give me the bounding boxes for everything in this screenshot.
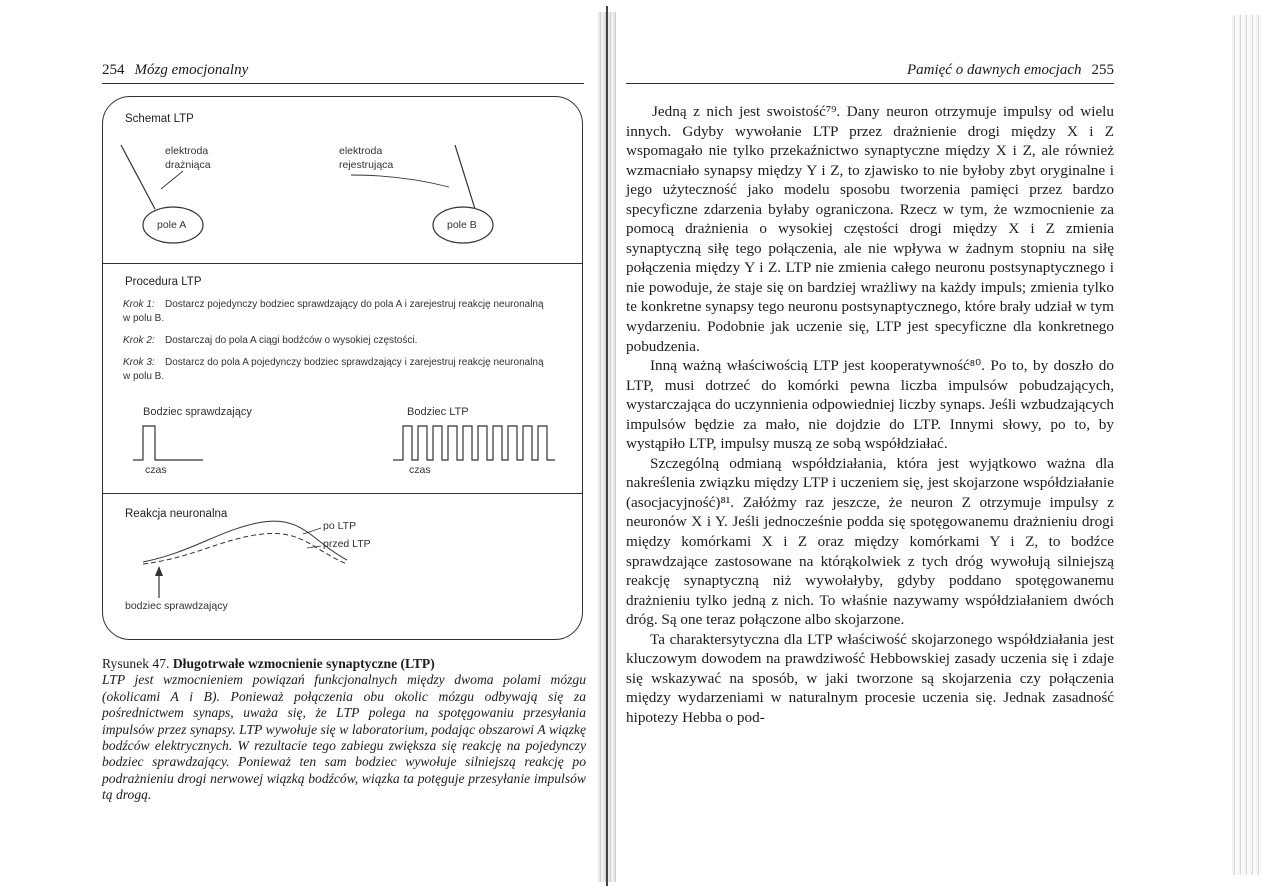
- page-edge-shadow: [1232, 15, 1262, 875]
- after-ltp-label: po LTP: [323, 520, 357, 532]
- paragraph-2: Inną ważną właściwością LTP jest kooperatywność⁸⁰. Po to, by doszło do LTP, musi dotrzeć do komórki pewna liczba impulsów pobudzających, wystarczająca do uczynnienia odpowiedniej liczby synaps. Jeśli wzbudzających impulsów będzie za mało, nie dojdzie do LTP. Innymi słowy, po to, by wystąpiło LTP, impulsy muszą ze sobą współdziałać.: [626, 357, 1114, 453]
- procedure-title: Procedura LTP: [125, 276, 202, 288]
- stimulus-test-label: Bodziec sprawdzający: [143, 406, 252, 418]
- response-diagram: [103, 494, 583, 640]
- response-title: Reakcja neuronalna: [125, 508, 228, 520]
- running-head-left: [102, 62, 584, 79]
- test-stimulus-arrowhead: [155, 566, 163, 576]
- field-b-label: pole B: [447, 219, 477, 231]
- step-2-text: Dostarczaj do pola A ciągi bodźców o wysokiej częstości.: [165, 335, 418, 346]
- step-1-text: Dostarcz pojedynczy bodziec sprawdzający do pola A i zarejestruj reakcję neuronalną w polu B.: [123, 299, 544, 324]
- time-label-1: czas: [145, 464, 167, 476]
- before-ltp-curve: [143, 533, 347, 564]
- running-title-right: Pamięć o dawnych emocjach: [906, 62, 1082, 78]
- gutter-fold-line: [606, 6, 608, 886]
- schema-title: Schemat LTP: [125, 113, 194, 125]
- after-ltp-curve: [143, 521, 347, 562]
- test-stimulus-pulse: [133, 426, 203, 460]
- rec-electrode-pointer: [351, 175, 449, 187]
- page-number-left: 254: [102, 62, 125, 78]
- head-rule-right: [626, 83, 1114, 84]
- paragraph-4: Ta charaktersytyczna dla LTP właściwość skojarzonego współdziałania jest kluczowym dowodem na prawdziwość Hebbowskiej zasady uczenia się i zdaje się wskazywać na sposób, w jaki tworzone są skojarzenia czy połączenia między wydarzeniami w naturalnym procesie uczenia się. Jednak zasadność hipotezy Hebba o pod-: [626, 630, 1114, 726]
- page-number-right: 255: [1091, 62, 1114, 78]
- stim-electrode-line: [121, 145, 155, 209]
- time-label-2: czas: [409, 464, 431, 476]
- response-section: [103, 493, 582, 640]
- stim-electrode-pointer: [161, 171, 183, 189]
- electrode-stim-label-1: elektroda: [165, 145, 209, 157]
- electrode-rec-label-1: elektroda: [339, 145, 383, 157]
- step-1-label: Krok 1:: [123, 299, 155, 310]
- caption-title: Długotrwałe wzmocnienie synaptyczne (LTP): [172, 656, 435, 671]
- stimulus-ltp-label: Bodziec LTP: [407, 406, 469, 418]
- paragraph-1: Jedną z nich jest swoistość⁷⁹. Dany neuron otrzymuje impulsy od wielu innych. Gdyby wywołanie LTP przez drażnienie drogi między X i Z wspomagało nie tylko przekaźnictwo synaptyczne między X i Z, ale również wzmacniało synapsy między Y i Z, to zjawisko to nie byłoby zbyt oryginalne i jego użyteczność jako modelu sposobu tworzenia pamięci przez bardzo specyficzne zdarzenia byłaby ograniczona. Rzecz w tym, że wzmocnienie za pomocą drażnienia o wysokiej częstości drogi między X i Z zmienia synaptyczną siłę tego połączenia, ale nie wpływa w żadnym stopniu na siłę połączenia między Y i Z. LTP nie zmienia całego neuronu postsynaptycznego i nie powoduje, że staje się on bardziej wrażliwy na każdy impuls; zmienia tylko te konkretne synapsy tego neuronu postsynaptycznego, które brały udział w tym wydarzeniu. Podobnie jak uczenie się, LTP jest specyficzne dla konkretnego pobudzenia.: [626, 103, 1114, 355]
- procedure-section: [103, 263, 582, 493]
- paragraph-3: Szczególną odmianą współdziałania, która jest wyjątkowo ważna dla nakreślenia związku między LTP i uczeniem się, jest skojarzone współdziałanie (asocjacyjność)⁸¹. Załóżmy raz jeszcze, że neuron Z otrzymuje impulsy z neuronów X i Y. Jeśli jednocześnie podda się spotęgowanemu drażnieniu drogi między komórkami X i Z oraz między komórkami Y i Z, to bodźce sprawdzające zastosowane na którąkolwiek z tych dróg wywołują silniejszą reakcję synaptyczną niż wywołałyby, gdyby poddano spotęgowanemu drażnieniu tylko jedną z nich. To właśnie nazywamy współdziałaniem dwóch dróg. Są one teraz połączone albo skojarzone.: [626, 454, 1114, 629]
- ltp-figure: [102, 96, 583, 640]
- electrode-stim-label-2: drażniąca: [165, 159, 211, 171]
- caption-body: LTP jest wzmocnieniem powiązań funkcjonalnych między dwoma polami mózgu (okolicami A i B). Ponieważ połączenia obu okolic mózgu odbywają się za pośrednictwem synaps, uważa się, że LTP polega na spotęgowaniu przesyłania impulsów przez synapsy. LTP wywołuje się w laboratorium, podając obszarowi A wiązkę bodźców elektrycznych. W rezultacie tego zabiegu zwiększa się reakcję na pojedynczy bodziec sprawdzający. Ponieważ ten sam bodziec wywołuje silniejszą reakcję po podrażnieniu drogi nerwowej wiązką bodźców, wiązka ta potęguje przesyłanie impulsów tą drogą.: [102, 672, 586, 803]
- stimulus-diagram: [103, 264, 583, 494]
- schema-section: [103, 97, 582, 263]
- step-2-label: Krok 2:: [123, 335, 155, 346]
- ltp-stimulus-train: [393, 426, 555, 460]
- caption-label: Rysunek 47.: [102, 656, 170, 671]
- running-title-left: Mózg emocjonalny: [134, 62, 249, 78]
- step-3-label: Krok 3:: [123, 357, 155, 368]
- rec-electrode-line: [455, 145, 475, 209]
- running-head-right: [626, 62, 1114, 79]
- field-a-label: pole A: [157, 219, 187, 231]
- test-stimulus-marker-label: bodziec sprawdzający: [125, 600, 228, 612]
- caption-heading: [102, 656, 586, 672]
- figure-caption: [102, 656, 586, 804]
- schema-diagram: [103, 97, 583, 263]
- head-rule-left: [102, 83, 584, 84]
- before-ltp-label: przed LTP: [323, 538, 371, 550]
- electrode-rec-label-2: rejestrująca: [339, 159, 394, 171]
- step-3-text: Dostarcz do pola A pojedynczy bodziec sprawdzający i zarejestruj reakcję neuronalną w polu B.: [123, 357, 544, 382]
- right-page-text: [626, 102, 1114, 728]
